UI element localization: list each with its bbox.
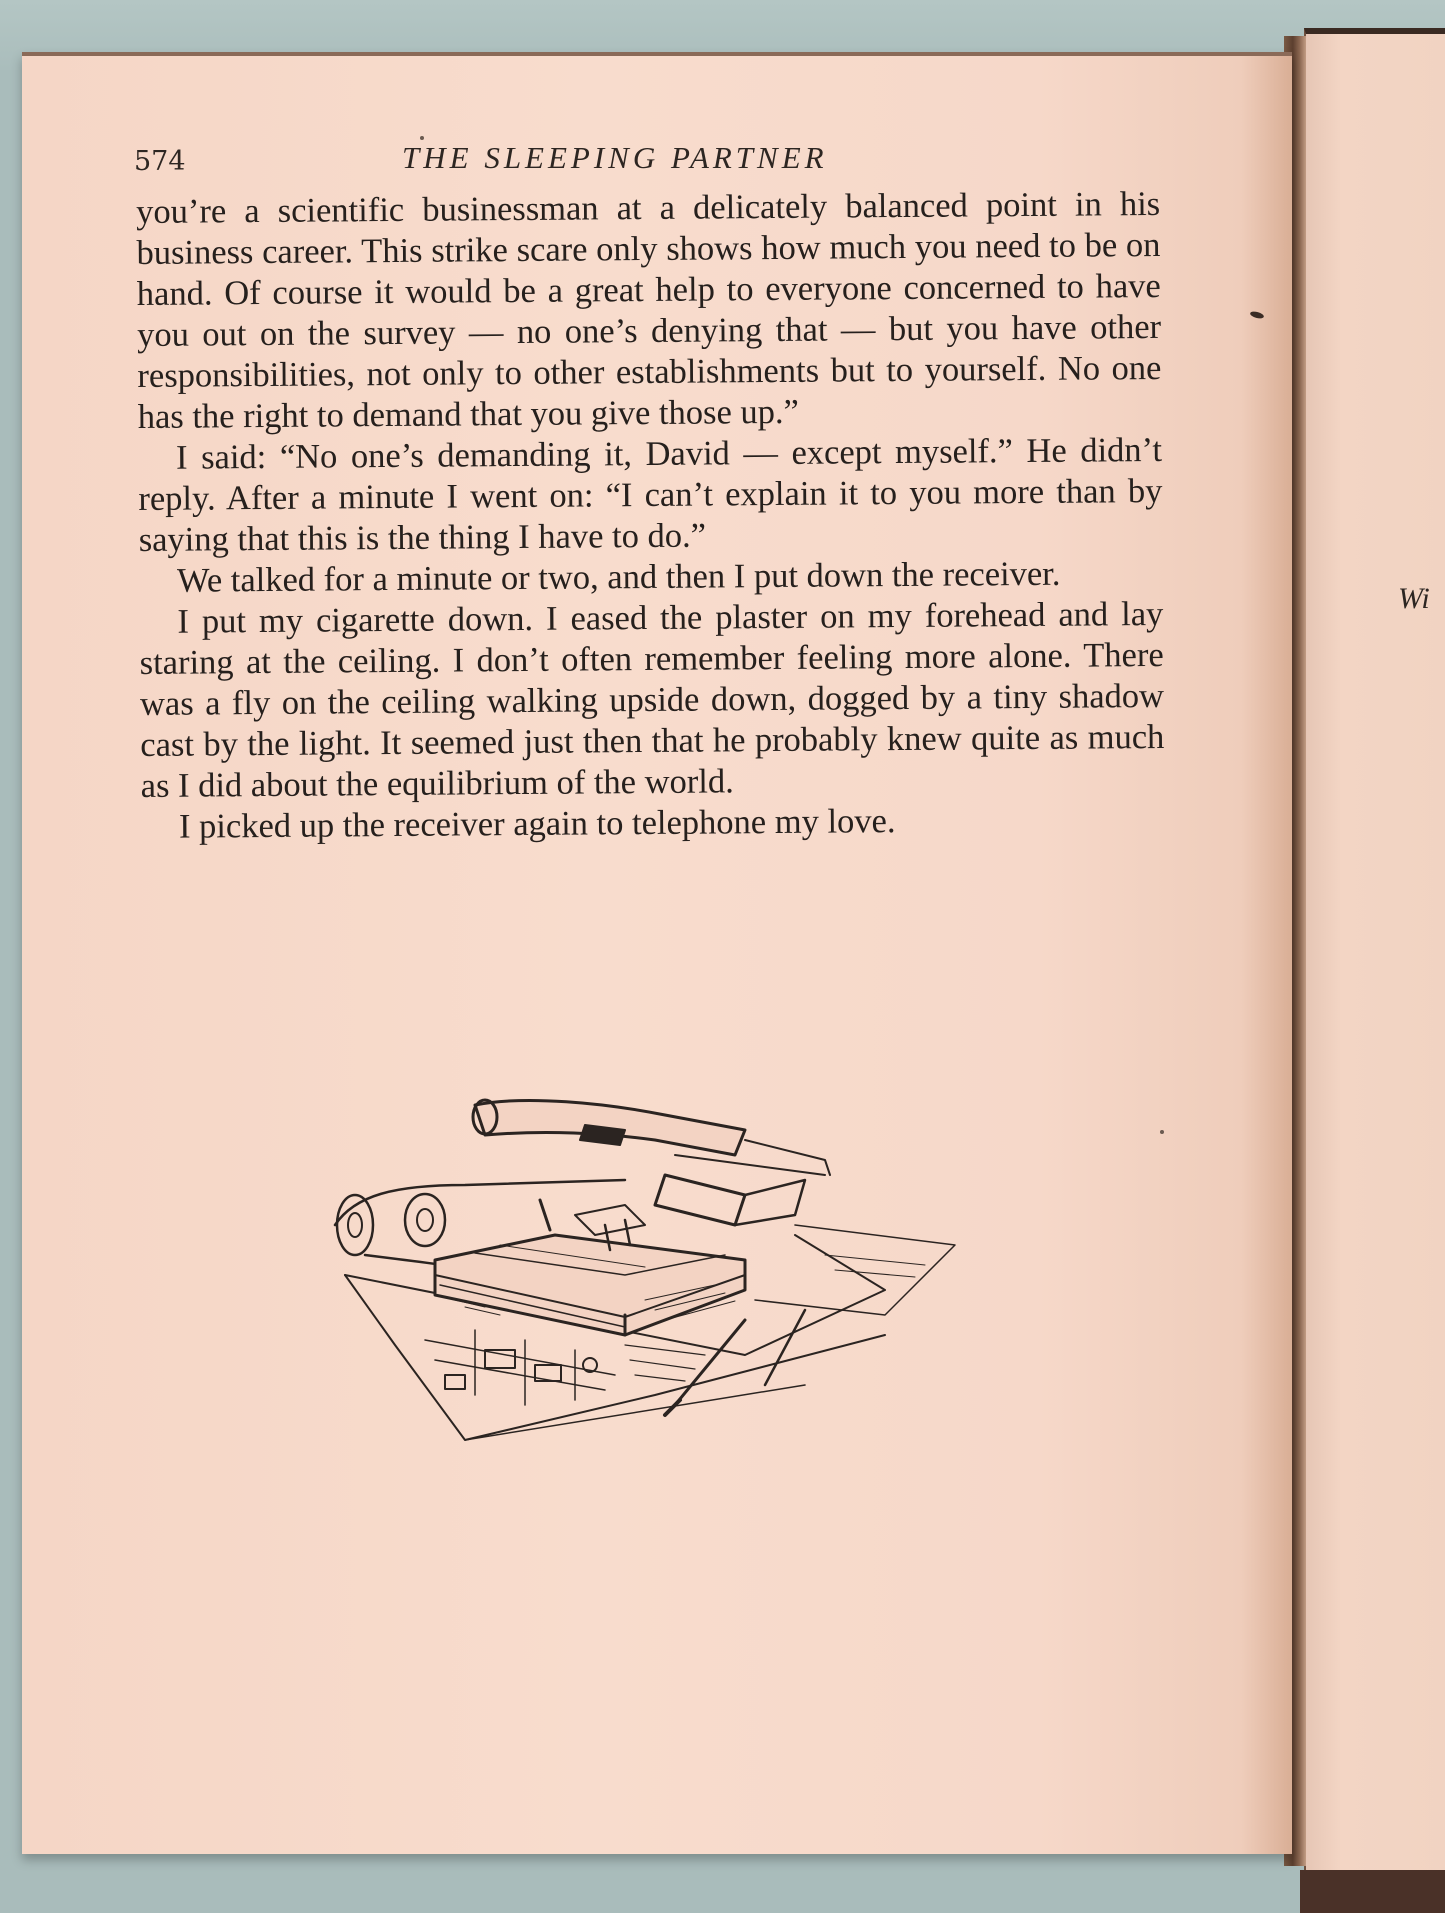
desk-illustration [325,1085,965,1505]
facing-page-word: Wi [1398,582,1430,615]
facing-page [1304,28,1445,1886]
page-number: 574 [134,146,186,177]
paragraph-2: I said: “No one’s demanding it, David — except myself.” He didn’t reply. After a minute I went on: “I can’t explain it to you more than by saying that this is the thing I have to do.” [138,430,1163,559]
body-text [136,184,1165,848]
paragraph-5: I picked up the receiver again to telephone my love. [178,802,896,846]
page-speck [420,136,424,140]
paragraph-3: We talked for a minute or two, and then I put down the receiver. [176,554,1061,600]
page-speck [1160,1130,1164,1134]
running-title: THE SLEEPING PARTNER [402,140,828,175]
page-header [132,140,1162,190]
cover-edge [1300,1870,1445,1913]
paragraph-1: you’re a scientific businessman at a delicately balanced point in his business career. This strike scare only shows how much you need to be on hand. Of course it would be a great help to everyone concerned to have you out on the survey — no one’s denying that — but you have other responsibilities, not only to other establishments but to yourself. No one has the right to demand that you give those up.” [136,184,1162,436]
paragraph-4: I put my cigarette down. I eased the plaster on my forehead and lay staring at the ceiling. I don’t often remember feeling more alone. There was a fly on the ceiling walking upside down, dogged by a tiny shadow cast by the light. It seemed just then that he probably knew quite as much as I did about the equilibrium of the world. [139,594,1165,805]
